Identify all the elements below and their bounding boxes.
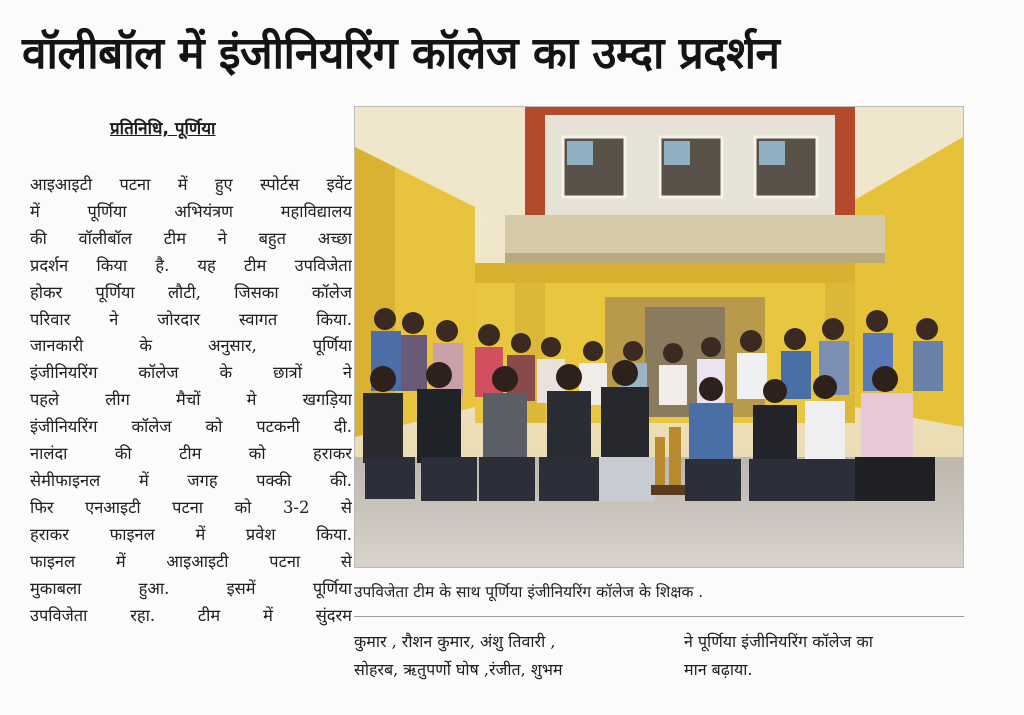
body-line: पहले लीग मैचों मे खगड़िया xyxy=(30,390,352,410)
body-line: होकर पूर्णिया लौटी, जिसका कॉलेज xyxy=(30,282,352,302)
body-line: नालंदा की टीम को हराकर xyxy=(30,444,352,464)
team-photo-illustration xyxy=(355,107,963,567)
body-line: उपविजेता रहा. टीम में सुंदरम xyxy=(30,605,352,625)
body-line: फिर एनआइटी पटना को 3-2 से xyxy=(30,497,352,517)
photo-caption: उपविजेता टीम के साथ पूर्णिया इंजीनियरिंग कॉलेज के शिक्षक . xyxy=(354,583,704,601)
body-line: प्रदर्शन किया है. यह टीम उपविजेता xyxy=(30,255,352,275)
body-line: सेमीफाइनल में जगह पक्की की. xyxy=(30,470,352,490)
body-line: मान बढ़ाया. xyxy=(684,660,753,679)
body-line: हराकर फाइनल में प्रवेश किया. xyxy=(30,524,352,544)
article-continuation-left xyxy=(354,628,646,684)
byline: प्रतिनिधि, पूर्णिया xyxy=(110,119,216,139)
body-line: ने पूर्णिया इंजीनियरिंग कॉलेज का xyxy=(684,632,873,651)
body-line: की वॉलीबॉल टीम ने बहुत अच्छा xyxy=(30,228,352,248)
body-line: आइआइटी पटना में हुए स्पोर्टस इवेंट xyxy=(30,175,352,194)
team-photo xyxy=(354,106,964,568)
article-continuation-right xyxy=(684,628,964,684)
body-line: में पूर्णिया अभियंत्रण महाविद्यालय xyxy=(30,201,352,221)
divider-line xyxy=(354,616,964,617)
body-line: फाइनल में आइआइटी पटना से xyxy=(30,551,352,571)
body-line: इंजीनियरिंग कॉलेज को पटकनी दी. xyxy=(30,417,352,437)
body-line: मुकाबला हुआ. इसमें पूर्णिया xyxy=(30,578,352,598)
headline: वॉलीबॉल में इंजीनियरिंग कॉलेज का उम्दा प्रदर्शन xyxy=(22,28,780,79)
body-line: सोहरब, ऋतुपर्णो घोष ,रंजीत, शुभम xyxy=(354,660,563,679)
body-line: जानकारी के अनुसार, पूर्णिया xyxy=(30,336,352,356)
body-line: परिवार ने जोरदार स्वागत किया. xyxy=(30,309,352,329)
body-line: कुमार , रौशन कुमार, अंशु तिवारी , xyxy=(354,632,556,651)
body-line: इंजीनियरिंग कॉलेज के छात्रों ने xyxy=(30,363,352,383)
article-body xyxy=(30,172,352,629)
